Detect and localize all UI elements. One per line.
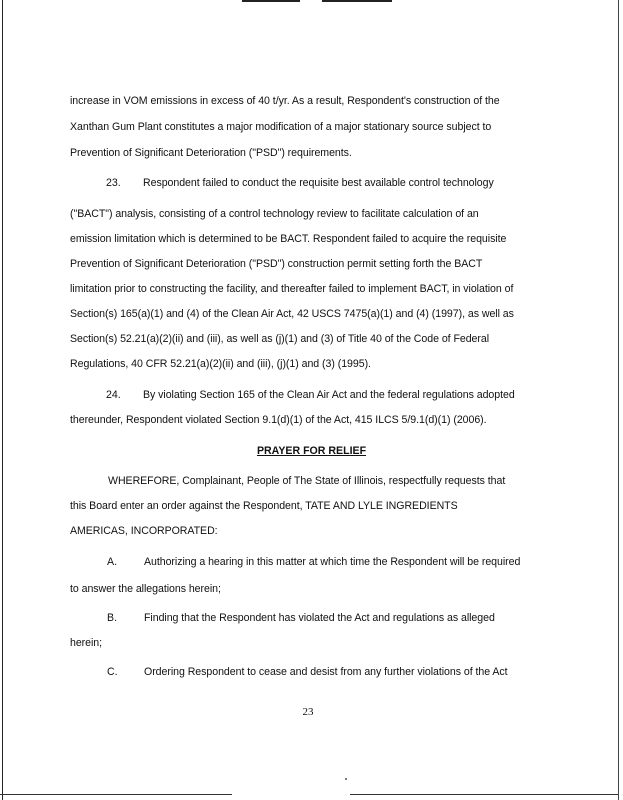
prayer-for-relief-heading-text: PRAYER FOR RELIEF xyxy=(256,445,367,457)
continuation-line-1: increase in VOM emissions in excess of 40 t/yr. As a result, Respondent's construction of the xyxy=(70,95,500,107)
continuation-line-3: Prevention of Significant Deterioration ("PSD") requirements. xyxy=(70,147,352,159)
paragraph-23-number: 23. xyxy=(106,177,121,189)
paragraph-24-line: thereunder, Respondent violated Section 9.1(d)(1) of the Act, 415 ILCS 5/9.1(d)(1) (2006). xyxy=(70,414,487,426)
scan-edge-right xyxy=(618,0,619,800)
continuation-line-2: Xanthan Gum Plant constitutes a major modification of a major stationary source subject to xyxy=(70,121,492,133)
wherefore-line: this Board enter an order against the Respondent, TATE AND LYLE INGREDIENTS xyxy=(70,500,458,512)
scan-top-mark xyxy=(242,0,300,2)
item-a-continuation: to answer the allegations herein; xyxy=(70,583,221,595)
paragraph-23-line: Regulations, 40 CFR 52.21(a)(2)(ii) and (iii), (j)(1) and (3) (1995). xyxy=(70,358,371,370)
item-b-letter: B. xyxy=(107,612,118,624)
item-c-first-line: Ordering Respondent to cease and desist from any further violations of the Act xyxy=(144,666,508,678)
paragraph-23-line: ("BACT") analysis, consisting of a control technology review to facilitate calculation of an xyxy=(70,208,479,220)
paragraph-23-line: Section(s) 165(a)(1) and (4) of the Clean Air Act, 42 USCS 7475(a)(1) and (4) (1997), as well as xyxy=(70,308,514,320)
scan-bottom-line xyxy=(350,794,618,795)
paragraph-23-first-line: Respondent failed to conduct the requisite best available control technology xyxy=(143,177,494,189)
scan-speck xyxy=(345,778,347,780)
item-b-continuation: herein; xyxy=(70,637,103,649)
paragraph-23-line: limitation prior to constructing the facility, and thereafter failed to implement BACT, in violation of xyxy=(70,283,514,295)
paragraph-24-first-line: By violating Section 165 of the Clean Air Act and the federal regulations adopted xyxy=(143,389,515,401)
item-a-first-line: Authorizing a hearing in this matter at which time the Respondent will be required xyxy=(144,556,521,568)
item-a-letter: A. xyxy=(107,556,118,568)
wherefore-line: AMERICAS, INCORPORATED: xyxy=(70,525,218,537)
page-number: 23 xyxy=(302,706,314,718)
scan-bottom-line xyxy=(0,794,232,795)
paragraph-23-line: Section(s) 52.21(a)(2)(ii) and (iii), as well as (j)(1) and (3) of Title 40 of the Code of Federal xyxy=(70,333,490,345)
prayer-for-relief-heading xyxy=(0,445,623,458)
scan-top-mark xyxy=(322,0,392,2)
paragraph-23-line: Prevention of Significant Deterioration ("PSD") construction permit setting forth the BACT xyxy=(70,258,483,270)
scan-edge-left xyxy=(2,0,3,800)
paragraph-23-line: emission limitation which is determined to be BACT. Respondent failed to acquire the requisite xyxy=(70,233,507,245)
paragraph-24-number: 24. xyxy=(106,389,121,401)
item-b-first-line: Finding that the Respondent has violated the Act and regulations as alleged xyxy=(144,612,495,624)
item-c-letter: C. xyxy=(107,666,118,678)
wherefore-first-line: WHEREFORE, Complainant, People of The State of Illinois, respectfully requests that xyxy=(108,475,506,487)
